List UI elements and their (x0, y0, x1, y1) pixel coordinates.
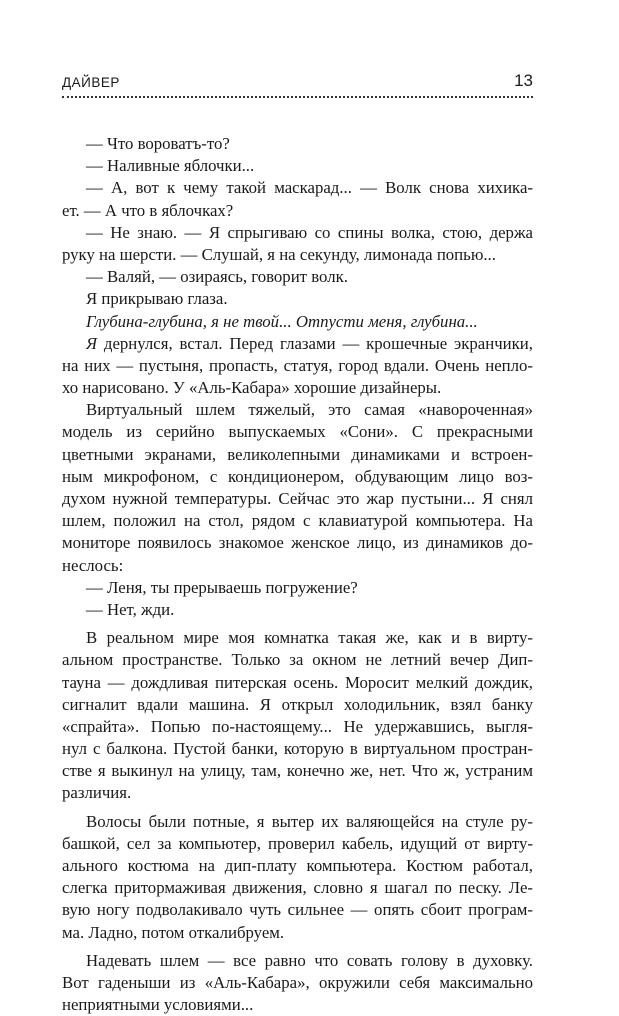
text-line: слегка притормаживая движения, словно я шагал по песку. Ле- (62, 878, 533, 898)
paragraph (62, 266, 533, 288)
book-text (62, 133, 533, 1016)
text-line: Я прикрываю глаза. (86, 289, 228, 309)
paragraph (62, 333, 533, 400)
text-line: цветными экранами, великолепными динамиками и встроен- (62, 444, 533, 464)
text-line: Волосы были потные, я вытер их валяющейся на стуле ру- (86, 811, 533, 831)
paragraph (62, 155, 533, 177)
text-line: Виртуальный шлем тяжелый, это самая «навороченная» (86, 400, 533, 420)
text-line: Вот гаденыши из «Аль-Кабара», окружили себя максимально (62, 972, 533, 992)
header-dotted-rule (62, 96, 533, 98)
running-title: ДАЙВЕР (62, 75, 120, 90)
paragraph (62, 288, 533, 310)
text-line: — Валяй, — озираясь, говорит волк. (86, 267, 348, 287)
text-fragment: дернулся, встал. Перед глазами — крошечные экранчики, (97, 333, 533, 353)
page-number: 13 (514, 71, 533, 90)
text-line: мониторе появилось знакомое женское лицо, из динамиков до- (62, 533, 533, 553)
text-line: шлем, положил на стол, рядом с клавиатурой компьютера. На (62, 511, 533, 531)
paragraph (62, 222, 533, 266)
text-line: модель из серийно выпускаемых «Сони». С прекрасными (62, 422, 533, 442)
text-line: альном пространстве. Только за окном не летний вечер Дип- (62, 650, 533, 670)
text-line: на них — пустыня, пропасть, статуя, город вдали. Очень непло- (62, 355, 533, 375)
text-line: неприятными условиями... (62, 995, 254, 1015)
text-line: ет. — А что в яблочках? (62, 200, 234, 220)
text-line (62, 333, 533, 355)
text-line: — Что вороватъ-то? (86, 134, 230, 153)
italic-word: Я (86, 333, 98, 353)
text-line: В реальном мире моя комнатка такая же, как и в вирту- (86, 628, 533, 648)
text-line: руку на шерсти. — Слушай, я на секунду, лимонада попью... (62, 244, 496, 264)
text-line: — Не знаю. — Я спрыгиваю со спины волка, стою, держа (86, 222, 533, 242)
text-line: сигналит вдали машина. Я открыл холодильник, взял банку (62, 694, 533, 714)
paragraph (62, 399, 533, 577)
italic-text-line: Глубина-глубина, я не твой... Отпусти меня, глубина... (86, 311, 478, 331)
paragraph (62, 950, 533, 1016)
text-line: духом нужной температуры. Сейчас это жар пустыни... Я снял (62, 489, 533, 508)
text-line: — Наливные яблочки... (86, 156, 255, 176)
text-line: ма. Ладно, потом откалибруем. (62, 922, 285, 942)
paragraph (62, 177, 533, 221)
paragraph (62, 599, 533, 621)
paragraph (62, 133, 533, 155)
page-header (62, 73, 533, 95)
paragraph (62, 627, 533, 805)
text-line: — Нет, жди. (86, 599, 175, 619)
text-line: хо нарисовано. У «Аль-Кабара» хорошие дизайнеры. (62, 378, 442, 398)
text-line: ным микрофоном, с кондиционером, обдувающим лицо воз- (62, 466, 533, 486)
paragraph (62, 311, 533, 333)
text-line: башкой, сел за компьютер, проверил кабель, идущий от вирту- (62, 833, 533, 853)
text-line: Надевать шлем — все равно что совать голову в духовку. (86, 950, 533, 970)
text-line: — А, вот к чему такой маскарад... — Волк снова хихика- (86, 178, 533, 198)
paragraph (62, 577, 533, 599)
text-line: тауна — дождливая питерская осень. Моросит мелкий дождик, (62, 672, 533, 692)
text-line: ального костюма на дип-плату компьютера. Костюм работал, (62, 856, 533, 875)
text-line: стве я выкинул на улицу, там, конечно же, нет. Что ж, устраним (62, 761, 533, 781)
text-line: различия. (62, 783, 132, 803)
text-line: «спрайта». Попью по-настоящему... Не удержавшись, выгля- (62, 716, 533, 736)
text-line: — Леня, ты прерываешь погружение? (86, 577, 358, 597)
text-line: неслось: (62, 555, 124, 575)
paragraph (62, 811, 533, 944)
text-line: нул с балкона. Пустой банки, которую в виртуальном простран- (62, 739, 533, 759)
text-line: вую ногу подволакивало чуть сильнее — опять сбоит програм- (62, 900, 533, 920)
